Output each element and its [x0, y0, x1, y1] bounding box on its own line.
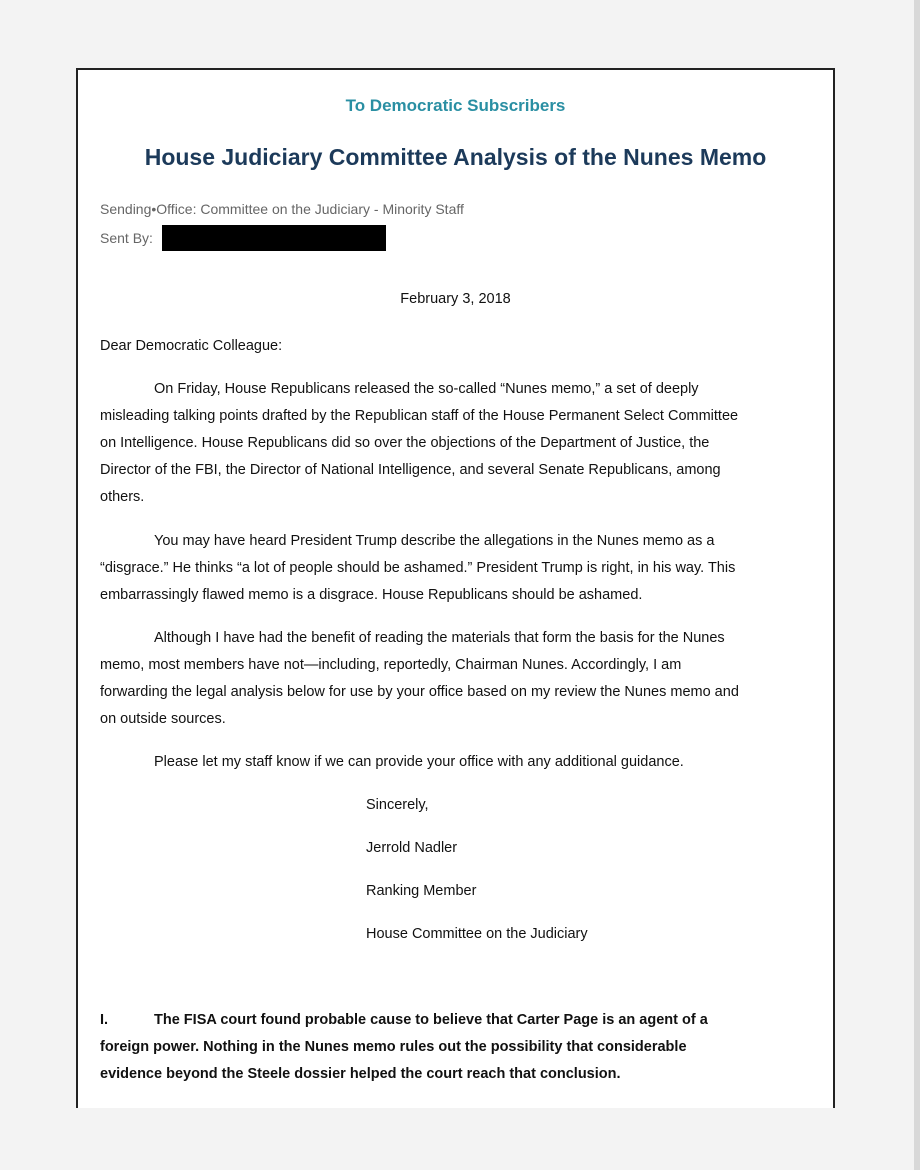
salutation: Dear Democratic Colleague: — [100, 338, 283, 354]
section-1-heading-line: evidence beyond the Steele dossier helped the court reach that conclusion. — [100, 1066, 621, 1082]
section-1-heading-line: The FISA court found probable cause to believe that Carter Page is an agent of a — [154, 1012, 708, 1028]
paragraph-2-line: You may have heard President Trump describe the allegations in the Nunes memo as a — [154, 533, 715, 549]
paragraph-1-line: On Friday, House Republicans released the so-called “Nunes memo,” a set of deeply — [154, 381, 699, 397]
document-page — [76, 68, 835, 1108]
subscribers-heading: To Democratic Subscribers — [345, 96, 566, 115]
paragraph-3-line: memo, most members have not—including, reportedly, Chairman Nunes. Accordingly, I am — [100, 657, 682, 673]
paragraph-1-line: misleading talking points drafted by the Republican staff of the House Permanent Select Committee — [100, 408, 739, 424]
redaction-bar — [162, 225, 386, 251]
paragraph-2-line: “disgrace.” He thinks “a lot of people should be ashamed.” President Trump is right, in his way. This — [100, 560, 736, 576]
paragraph-3-line: on outside sources. — [100, 711, 226, 727]
section-1-numeral: I. — [100, 1012, 109, 1028]
paragraph-1-line: others. — [100, 489, 145, 505]
paragraph-2-line: embarrassingly flawed memo is a disgrace. House Republicans should be ashamed. — [100, 587, 643, 603]
signer-name: Jerrold Nadler — [366, 840, 458, 856]
paragraph-4: Please let my staff know if we can provide your office with any additional guidance. — [154, 754, 684, 770]
paragraph-3-line: Although I have had the benefit of reading the materials that form the basis for the Nunes — [154, 630, 725, 646]
section-1-heading-line: foreign power. Nothing in the Nunes memo rules out the possibility that considerable — [100, 1039, 687, 1055]
signer-position: Ranking Member — [366, 883, 477, 899]
paragraph-3-line: forwarding the legal analysis below for use by your office based on my review the Nunes memo and — [100, 684, 739, 700]
signer-committee: House Committee on the Judiciary — [366, 926, 588, 942]
paragraph-1-line: on Intelligence. House Republicans did so over the objections of the Department of Justice, the — [100, 435, 710, 451]
page-edge — [914, 0, 920, 1170]
letter-date: February 3, 2018 — [400, 291, 511, 307]
valediction: Sincerely, — [366, 797, 429, 813]
sending-office: Sending•Office: Committee on the Judiciary - Minority Staff — [100, 201, 464, 217]
paragraph-1-line: Director of the FBI, the Director of National Intelligence, and several Senate Republicans, among — [100, 462, 721, 478]
sent-by-label: Sent By: — [100, 230, 153, 246]
document-title: House Judiciary Committee Analysis of the Nunes Memo — [144, 144, 767, 170]
